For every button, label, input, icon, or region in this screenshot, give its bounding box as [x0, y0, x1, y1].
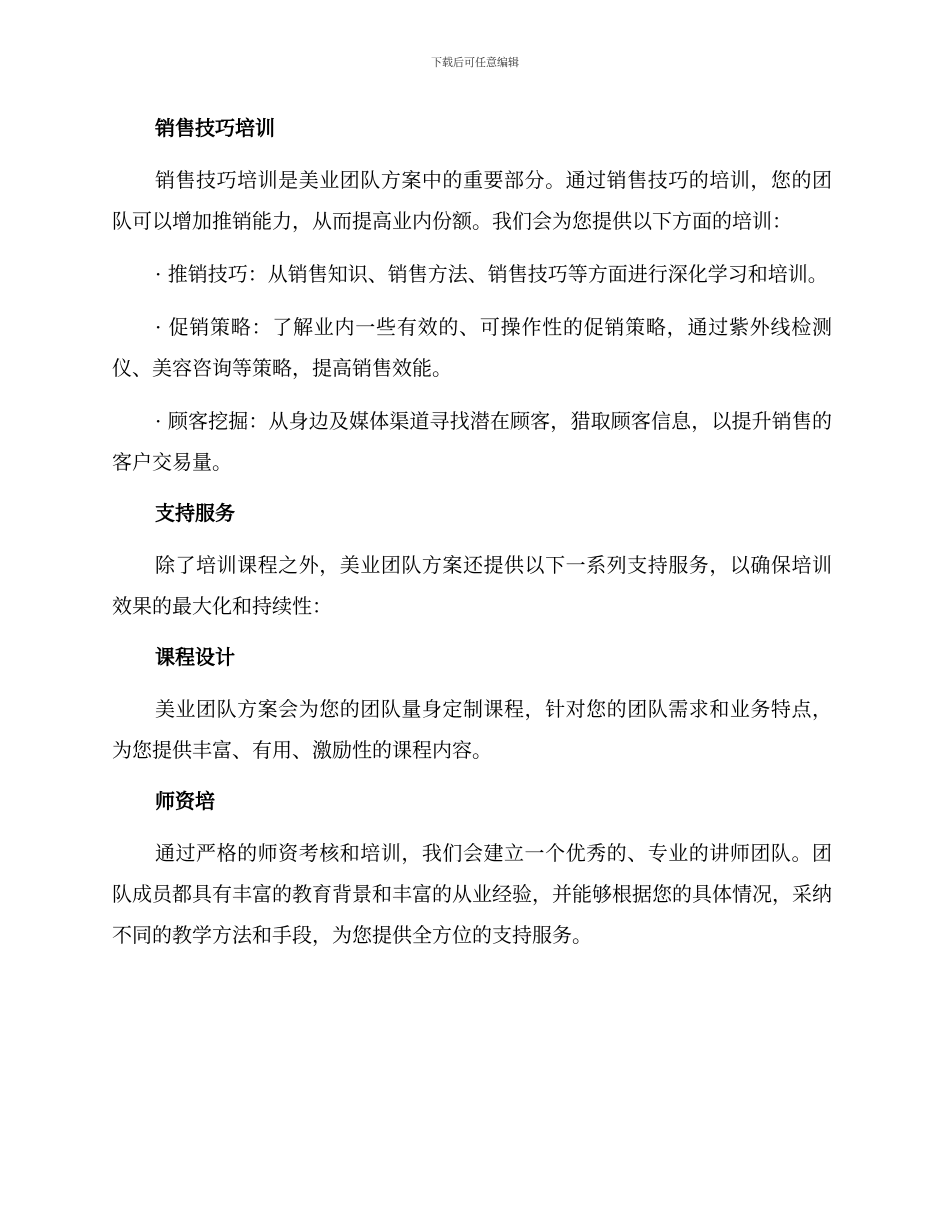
paragraph-teacher-training: 通过严格的师资考核和培训，我们会建立一个优秀的、专业的讲师团队。团队成员都具有丰富的教育背景和丰富的从业经验，并能够根据您的具体情况，采纳不同的教学方法和手段，为您提供全方位的支持服务。: [112, 841, 832, 947]
document-body: [112, 110, 832, 968]
paragraph-bullet-promotion-strategy: · 促销策略：了解业内一些有效的、可操作性的促销策略，通过紫外线检测仪、美容咨询等策略，提高销售效能。: [112, 315, 832, 380]
paragraph-sales-intro: 销售技巧培训是美业团队方案中的重要部分。通过销售技巧的培训，您的团队可以增加推销能力，从而提高业内份额。我们会为您提供以下方面的培训：: [112, 168, 832, 233]
paragraph-bullet-selling-skills: · 推销技巧：从销售知识、销售方法、销售技巧等方面进行深化学习和培训。: [155, 262, 828, 286]
paragraph-bullet-customer-mining: · 顾客挖掘：从身边及媒体渠道寻找潜在顾客，猎取顾客信息，以提升销售的客户交易量。: [112, 409, 832, 474]
paragraph-support-intro: 除了培训课程之外，美业团队方案还提供以下一系列支持服务，以确保培训效果的最大化和持续性：: [112, 553, 832, 618]
section-heading-sales-skills: 销售技巧培训: [155, 116, 275, 140]
section-heading-support-services: 支持服务: [155, 501, 235, 525]
section-heading-teacher-training: 师资培: [155, 789, 215, 813]
paragraph-course-design: 美业团队方案会为您的团队量身定制课程，针对您的团队需求和业务特点，为您提供丰富、有用、激励性的课程内容。: [112, 697, 832, 762]
header-note: 下载后可任意编辑: [431, 56, 519, 69]
section-heading-course-design: 课程设计: [155, 645, 235, 669]
